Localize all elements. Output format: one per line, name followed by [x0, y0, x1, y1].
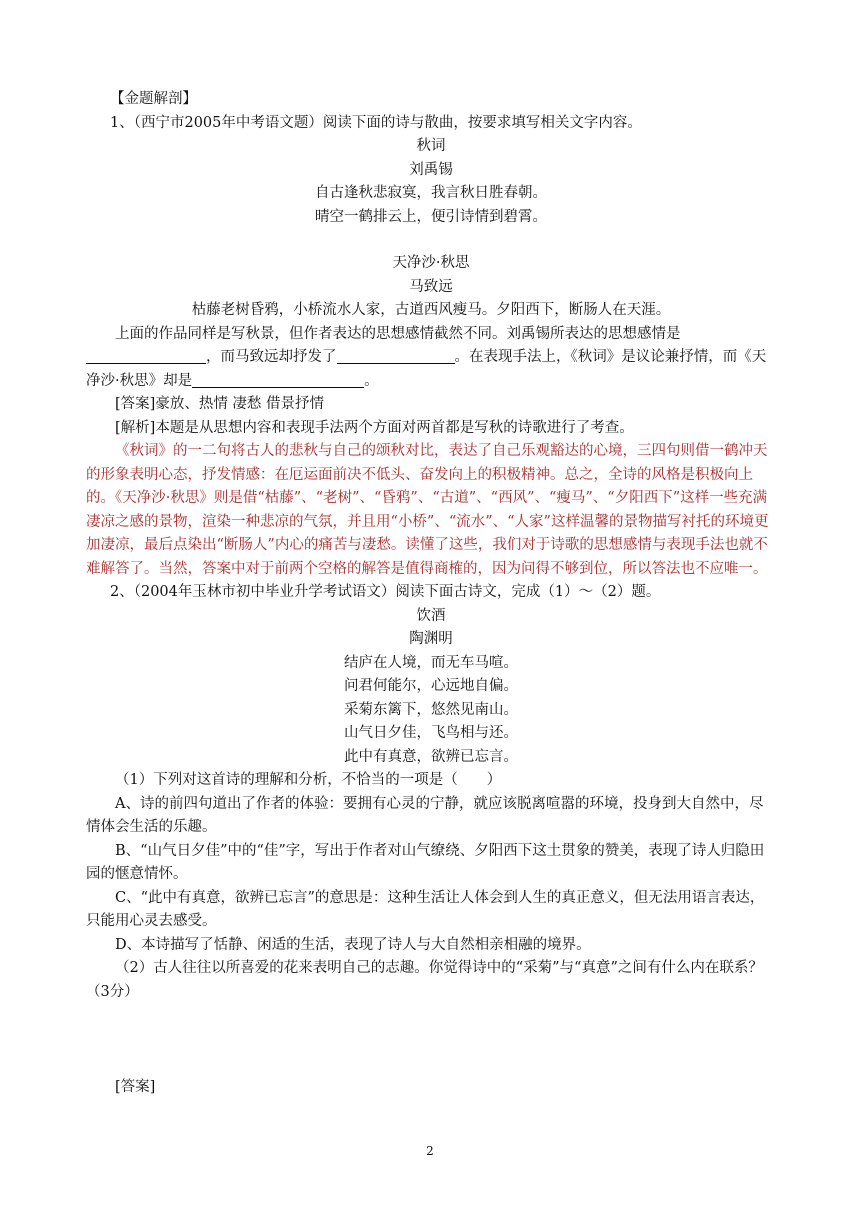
page-number: 2	[426, 1144, 434, 1158]
poem3-title: 饮酒	[416, 607, 446, 624]
q1-fill-in-question	[86, 323, 776, 394]
answer-blank-3[interactable]	[192, 371, 364, 388]
poem1-author: 刘禹锡	[409, 161, 453, 178]
q2-prompt: 2、（2004年玉林市初中毕业升学考试语文）阅读下面古诗文，完成（1）～（2）题。	[110, 584, 661, 600]
poem3-line: 山气日夕佳，飞鸟相与还。	[344, 725, 518, 741]
q2-option-c: C、“此中有真意，欲辨已忘言”的意思是：这种生活让人体会到人生的真正意义，但无法用语言表达，只能用心灵去感受。	[86, 889, 765, 929]
q2-option-a: A、诗的前四句道出了作者的体验：要拥有心灵的宁静，就应该脱离喧嚣的环境，投身到大自然中，尽情体会生活的乐趣。	[86, 795, 764, 835]
q1-answer: [答案]豪放、热情 凄愁 借景抒情	[115, 396, 325, 412]
q2-answer-label: [答案]	[115, 1079, 156, 1095]
poem3-line: 结庐在人境，而无车马喧。	[344, 654, 518, 671]
poem3-line: 采菊东篱下，悠然见南山。	[344, 701, 518, 718]
q2-sub2: （2）古人往往以所喜爱的花来表明自己的志趣。你觉得诗中的“采菊”与“真意”之间有什么内在联系？（3分）	[86, 960, 763, 1000]
fill-text: 。在表现手法上，《秋词》是议论兼抒情，而《天净沙·秋思》却是	[86, 349, 767, 389]
answer-blank-2[interactable]	[337, 347, 455, 364]
fill-text: 。	[364, 372, 379, 389]
poem1-line: 晴空一鹤排云上，便引诗情到碧霄。	[315, 208, 547, 225]
document-body	[86, 88, 776, 1100]
section-title: 【金题解剖】	[110, 91, 197, 107]
poem1-line: 自古逢秋悲寂寞，我言秋日胜春朝。	[315, 185, 547, 201]
spacer	[86, 229, 776, 252]
q2-option-b: B、“山气日夕佳”中的“佳”字，写出于作者对山气缭绕、夕阳西下这土贯象的赞美，表现了诗人归隐田园的惬意情怀。	[86, 842, 765, 882]
q2-sub1: （1）下列对这首诗的理解和分析，不恰当的一项是（ ）	[115, 772, 502, 788]
poem2-author: 马致远	[409, 278, 453, 295]
fill-text: 上面的作品同样是写秋景，但作者表达的思想感情截然不同。刘禹锡所表达的思想感情是	[115, 325, 681, 342]
q1-prompt: 1、（西宁市2005年中考语文题）阅读下面的诗与散曲，按要求填写相关文字内容。	[110, 114, 642, 131]
fill-text: ，而马致远却抒发了	[206, 349, 337, 365]
q1-analysis: [解析]本题是从思想内容和表现手法两个方面对两首都是写秋的诗歌进行了考查。	[115, 419, 634, 436]
q2-option-d: D、本诗描写了恬静、闲适的生活，表现了诗人与大自然相亲相融的境界。	[115, 936, 591, 953]
poem3-author: 陶渊明	[409, 631, 453, 647]
answer-blank-1[interactable]	[86, 347, 206, 364]
poem2-title: 天净沙·秋思	[392, 255, 470, 271]
answer-space	[86, 1004, 776, 1076]
poem3-line: 问君何能尔，心远地自偏。	[344, 678, 518, 694]
poem1-title: 秋词	[416, 138, 446, 154]
poem2-line: 枯藤老树昏鸦，小桥流水人家，古道西风瘦马。夕阳西下，断肠人在天涯。	[191, 302, 671, 318]
q1-analysis-detail: 《秋词》的一二句将古人的悲秋与自己的颂秋对比，表达了自己乐观豁达的心境，三四句则借一鹤冲天的形象表明心态，抒发情感：在厄运面前决不低头、奋发向上的积极精神。总之，全诗的风格是积极向上的。《天净沙·秋思》则是借“枯藤”、“老树”、“昏鸦”、“古道”、“西风”、“瘦马”、“夕阳西下”这样一些充满凄凉之感的景物，渲染一种悲凉的气氛，并且用“小桥”、“流水”、“人家”这样温馨的景物描写衬托的环境更加凄凉，最后点染出“断肠人”内心的痛苦与凄愁。读懂了这些，我们对于诗歌的思想感情与表现手法也就不难解答了。当然，答案中对于前两个空格的解答是值得商榷的，因为问得不够到位，所以答法也不应唯一。	[86, 443, 769, 577]
poem3-line: 此中有真意，欲辨已忘言。	[344, 748, 518, 765]
